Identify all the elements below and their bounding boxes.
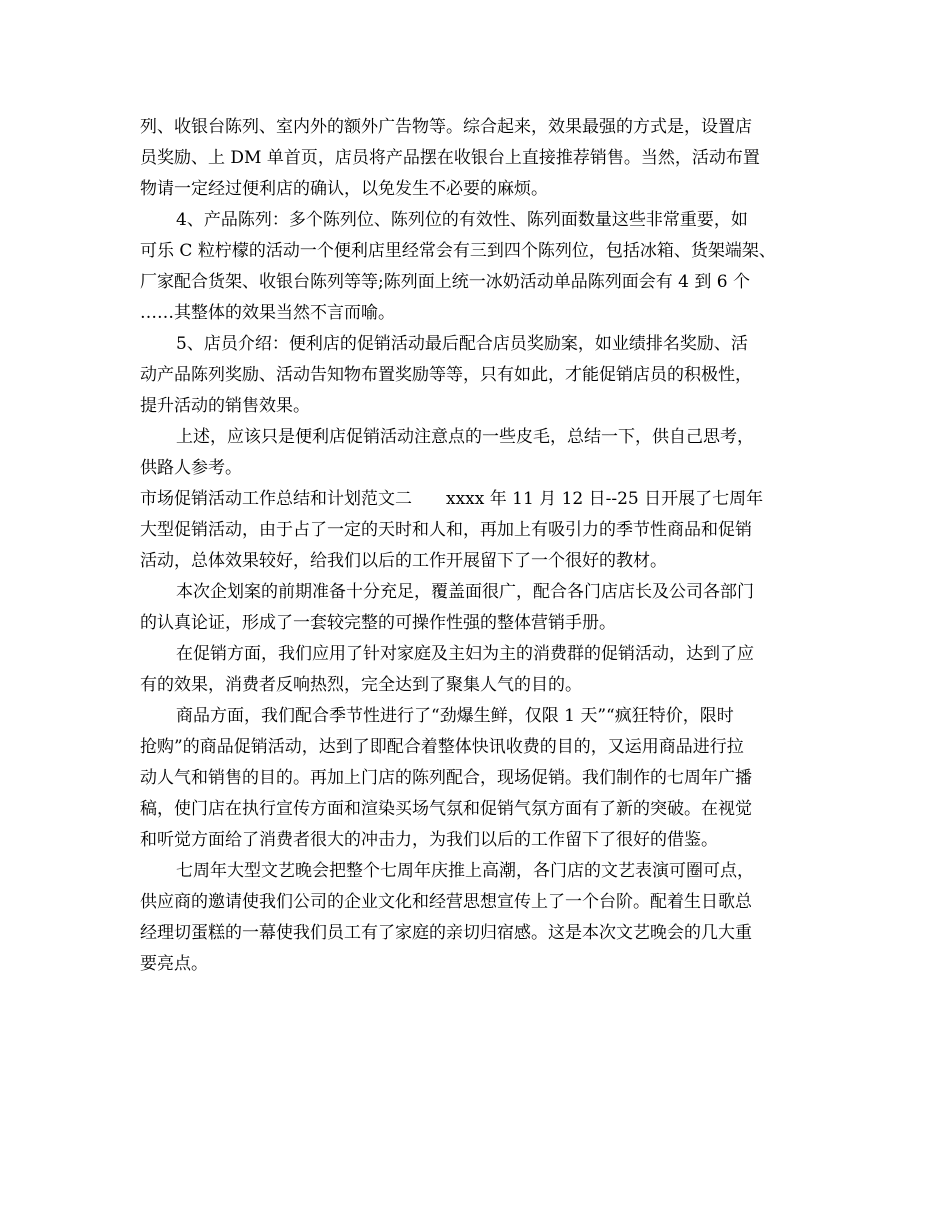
text-line-content: ……其整体的效果当然不言而喻。 <box>140 303 395 323</box>
text-line-content: 大型促销活动，由于占了一定的天时和人和，再加上有吸引力的季节性商品和促销 <box>140 520 752 540</box>
text-line <box>140 143 820 174</box>
text-line <box>140 546 820 577</box>
text-line-content: 供路人参考。 <box>140 458 242 478</box>
text-line-content: 供应商的邀请使我们公司的企业文化和经营思想宣传上了一个台阶。配着生日歌总 <box>140 892 752 912</box>
text-line-content: 和听觉方面给了消费者很大的冲击力，为我们以后的工作留下了很好的借鉴。 <box>140 830 718 850</box>
text-line-content: 厂家配合货架、收银台陈列等等;陈列面上统一冰奶活动单品陈列面会有 4 到 6 个 <box>140 272 750 292</box>
text-line <box>140 484 820 515</box>
text-line <box>140 236 820 267</box>
text-line-content: 动产品陈列奖励、活动告知物布置奖励等等，只有如此，才能促销店员的积极性， <box>140 365 752 385</box>
text-line <box>140 887 820 918</box>
text-line <box>140 298 820 329</box>
text-line-content: 物请一定经过便利店的确认，以免发生不必要的麻烦。 <box>140 179 548 199</box>
text-line-content: 本次企划案的前期准备十分充足，覆盖面很广，配合各门店店长及公司各部门 <box>176 582 754 602</box>
text-line <box>140 205 820 236</box>
text-line-content: 抢购”的商品促销活动，达到了即配合着整体快讯收费的目的，又运用商品进行拉 <box>140 737 744 757</box>
text-line-content: 在促销方面，我们应用了针对家庭及主妇为主的消费群的促销活动，达到了应 <box>176 644 754 664</box>
text-line <box>140 856 820 887</box>
text-line-content: 列、收银台陈列、室内外的额外广告物等。综合起来，效果最强的方式是，设置店 <box>140 117 752 137</box>
text-line <box>140 267 820 298</box>
document-body <box>140 112 820 980</box>
text-line <box>140 391 820 422</box>
text-line-content: 上述，应该只是便利店促销活动注意点的一些皮毛，总结一下，供自己思考， <box>176 427 754 447</box>
text-line <box>140 422 820 453</box>
text-line <box>140 763 820 794</box>
text-line <box>140 918 820 949</box>
text-line <box>140 112 820 143</box>
text-line-content: 有的效果，消费者反响热烈，完全达到了聚集人气的目的。 <box>140 675 582 695</box>
text-line <box>140 949 820 980</box>
text-line <box>140 174 820 205</box>
text-line <box>140 608 820 639</box>
text-line-content: 七周年大型文艺晚会把整个七周年庆推上高潮，各门店的文艺表演可圈可点， <box>176 861 754 881</box>
text-line <box>140 453 820 484</box>
text-line-content: 的认真论证，形成了一套较完整的可操作性强的整体营销手册。 <box>140 613 616 633</box>
text-line-content: 5、店员介绍：便利店的促销活动最后配合店员奖励案，如业绩排名奖励、活 <box>176 334 748 354</box>
text-line <box>140 639 820 670</box>
text-line <box>140 825 820 856</box>
text-line-content: 提升活动的销售效果。 <box>140 396 310 416</box>
text-line-content: 市场促销活动工作总结和计划范文二 xxxx 年 11 月 12 日--25 日开展了七周年 <box>140 489 764 509</box>
text-line <box>140 577 820 608</box>
text-line-content: 稿，使门店在执行宣传方面和渲染买场气氛和促销气氛方面有了新的突破。在视觉 <box>140 799 752 819</box>
text-line-content: 动人气和销售的目的。再加上门店的陈列配合，现场促销。我们制作的七周年广播 <box>140 768 752 788</box>
text-line <box>140 794 820 825</box>
text-line <box>140 701 820 732</box>
text-line-content: 商品方面，我们配合季节性进行了“劲爆生鲜，仅限 1 天”“疯狂特价，限时 <box>176 706 734 726</box>
text-line-content: 员奖励、上 DM 单首页，店员将产品摆在收银台上直接推荐销售。当然，活动布置 <box>140 148 760 168</box>
text-line <box>140 515 820 546</box>
text-line-content: 可乐 C 粒柠檬的活动一个便利店里经常会有三到四个陈列位，包括冰箱、货架端架、 <box>140 241 776 261</box>
text-line <box>140 360 820 391</box>
text-line-content: 4、产品陈列：多个陈列位、陈列位的有效性、陈列面数量这些非常重要，如 <box>176 210 748 230</box>
text-line <box>140 732 820 763</box>
text-line-content: 活动，总体效果较好，给我们以后的工作开展留下了一个很好的教材。 <box>140 551 667 571</box>
text-line <box>140 670 820 701</box>
text-line-content: 经理切蛋糕的一幕使我们员工有了家庭的亲切归宿感。这是本次文艺晚会的几大重 <box>140 923 752 943</box>
text-line <box>140 329 820 360</box>
text-line-content: 要亮点。 <box>140 954 208 974</box>
